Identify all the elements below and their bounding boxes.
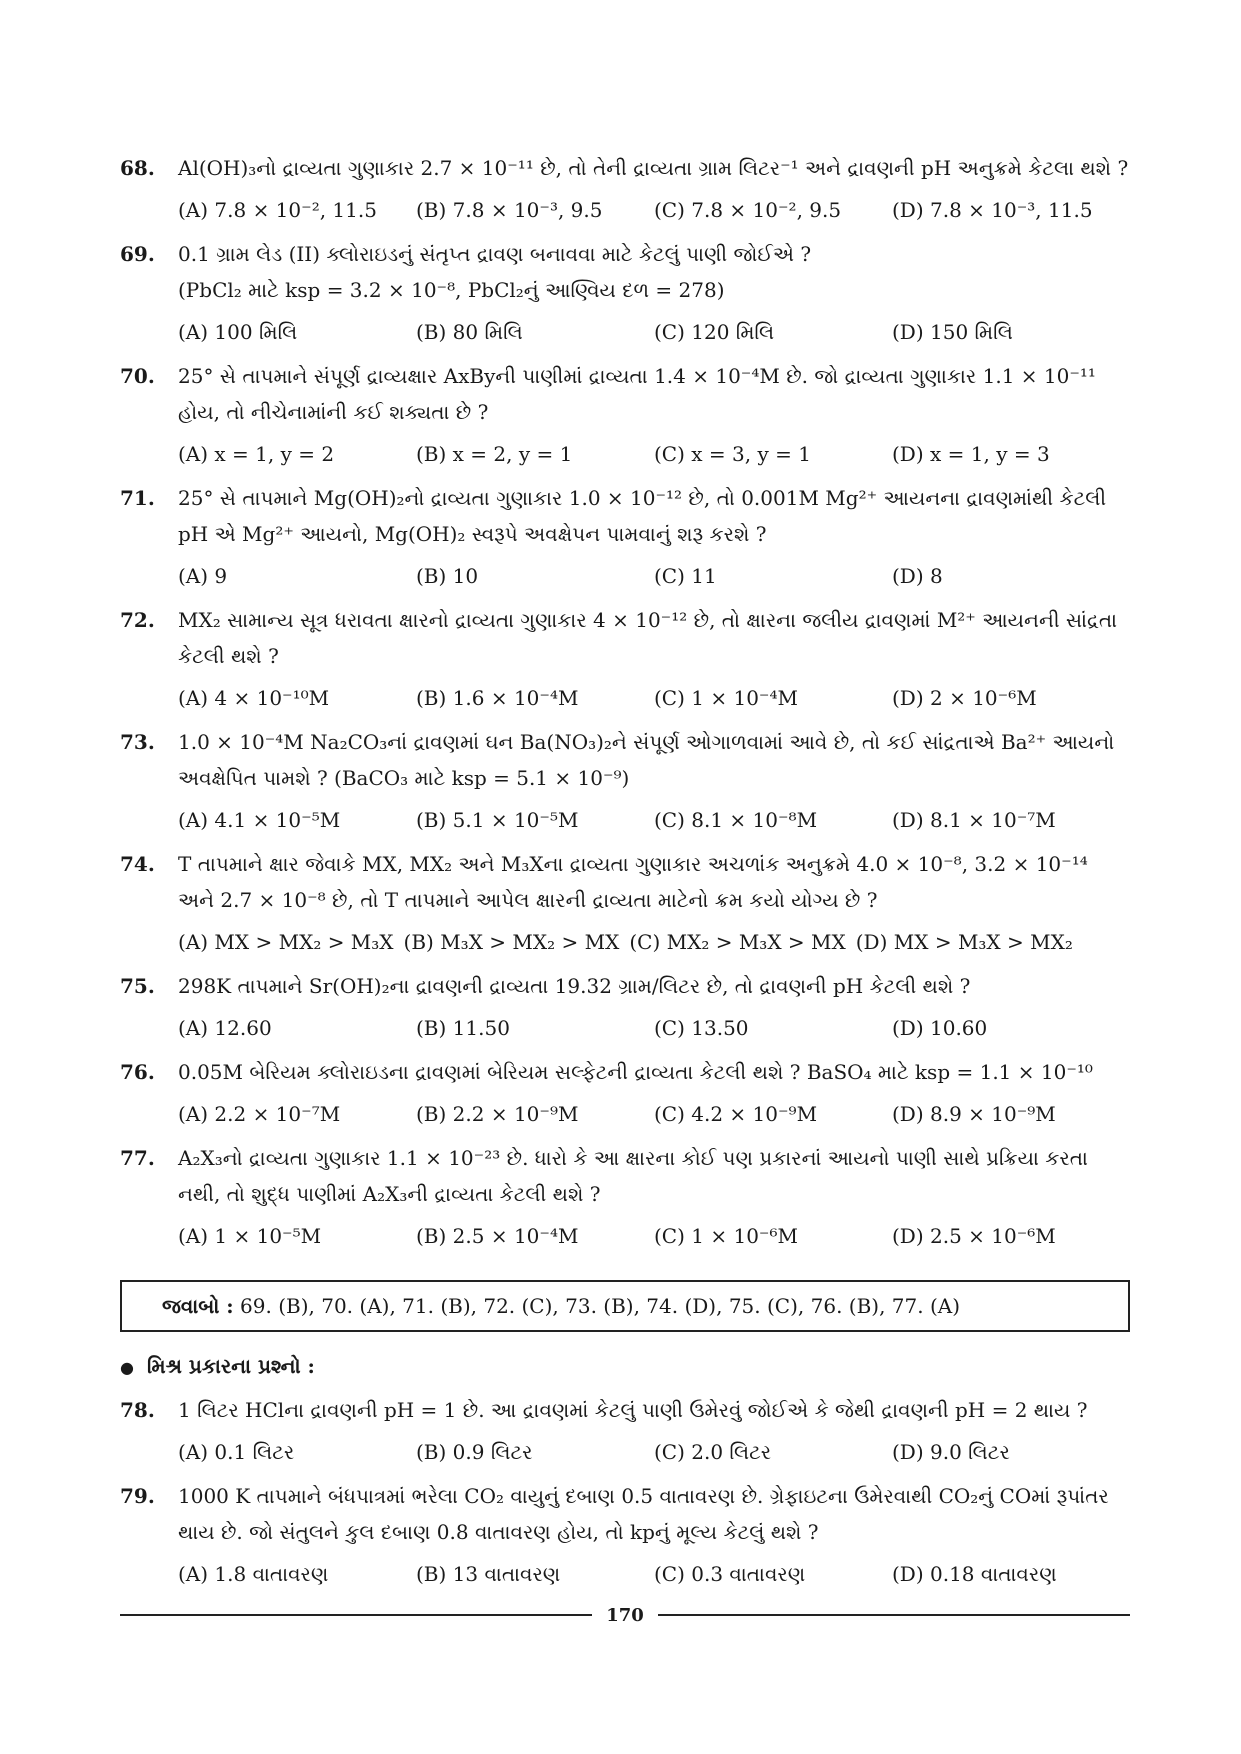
question-text: 1000 K તાપમાને બંધપાત્રમાં ભરેલા CO₂ વાયુનું દબાણ 0.5 વાતાવરણ છે. ગ્રેફાઇટના ઉમેરવાથી CO₂નું COમાં રૂપાંતર થાય છે. જો સંતુલને કુલ દબાણ 0.8 વાતાવરણ હોય, તો kpનું મૂલ્ય કેટલું થશે ? (178, 1484, 1109, 1544)
option-c: (C) 11 (654, 564, 717, 588)
footer-rule-left (120, 1614, 592, 1616)
question-text: A₂X₃નો દ્રાવ્યતા ગુણાકાર 1.1 × 10⁻²³ છે. ધારો કે આ ક્ષારના કોઈ પણ પ્રકારનાં આયનો પાણી સાથે પ્રક્રિયા કરતા નથી, તો શુદ્ધ પાણીમાં A₂X₃ની દ્રાવ્યતા કેટલી થશે ? (178, 1146, 1088, 1206)
question-number: 68. (120, 156, 155, 180)
option-b: (B) 80 મિલિ (416, 320, 523, 344)
question-number: 77. (120, 1146, 155, 1170)
option-d: (D) MX > M₃X > MX₂ (855, 930, 1073, 954)
option-b: (B) 7.8 × 10⁻³, 9.5 (416, 198, 603, 222)
bullet-icon: ● (120, 1358, 134, 1377)
options (178, 558, 1130, 594)
option-c: (C) 1 × 10⁻⁶M (654, 1224, 798, 1248)
question-number: 71. (120, 486, 155, 510)
question-text: 1.0 × 10⁻⁴M Na₂CO₃નાં દ્રાવણમાં ઘન Ba(NO₃)₂ને સંપૂર્ણ ઓગાળવામાં આવે છે, તો કઈ સાંદ્રતાએ Ba²⁺ આયનો અવક્ષેપિત પામશે ? (BaCO₃ માટે ksp = 5.1 × 10⁻⁹) (178, 730, 1115, 790)
options (178, 680, 1130, 716)
question-number: 78. (120, 1398, 155, 1422)
question-number: 79. (120, 1484, 155, 1508)
option-d: (D) 150 મિલિ (892, 320, 1013, 344)
question-70 (120, 358, 1130, 480)
option-c: (C) x = 3, y = 1 (654, 442, 811, 466)
option-c: (C) 7.8 × 10⁻², 9.5 (654, 198, 842, 222)
options (178, 1218, 1130, 1254)
option-a: (A) 4 × 10⁻¹⁰M (178, 686, 330, 710)
question-number: 72. (120, 608, 155, 632)
question-73 (120, 724, 1130, 846)
option-c: (C) 8.1 × 10⁻⁸M (654, 808, 818, 832)
question-77 (120, 1140, 1130, 1262)
footer-rule-right (658, 1614, 1130, 1616)
option-c: (C) 1 × 10⁻⁴M (654, 686, 798, 710)
option-a: (A) 7.8 × 10⁻², 11.5 (178, 198, 377, 222)
option-b: (B) 5.1 × 10⁻⁵M (416, 808, 579, 832)
option-d: (D) 8.1 × 10⁻⁷M (892, 808, 1056, 832)
question-text-given: (PbCl₂ માટે ksp = 3.2 × 10⁻⁸, PbCl₂નું આણ્વિય દળ = 278) (178, 278, 725, 302)
option-b: (B) 10 (416, 564, 479, 588)
option-d: (D) x = 1, y = 3 (892, 442, 1050, 466)
option-a: (A) x = 1, y = 2 (178, 442, 335, 466)
question-text: 25° સે તાપમાને Mg(OH)₂નો દ્રાવ્યતા ગુણાકાર 1.0 × 10⁻¹² છે, તો 0.001M Mg²⁺ આયનના દ્રાવણમાંથી કેટલી pH એ Mg²⁺ આયનો, Mg(OH)₂ સ્વરૂપે અવક્ષેપન પામવાનું શરૂ કરશે ? (178, 486, 1107, 546)
page-footer (120, 1600, 1130, 1630)
question-text: MX₂ સામાન્ય સૂત્ર ધરાવતા ક્ષારનો દ્રાવ્યતા ગુણાકાર 4 × 10⁻¹² છે, તો ક્ષારના જલીય દ્રાવણમાં M²⁺ આયનની સાંદ્રતા કેટલી થશે ? (178, 608, 1118, 668)
option-b: (B) x = 2, y = 1 (416, 442, 573, 466)
option-a: (A) 9 (178, 564, 228, 588)
option-c: (C) 120 મિલિ (654, 320, 775, 344)
options (178, 924, 1130, 960)
option-c: (C) MX₂ > M₃X > MX (629, 930, 846, 954)
question-72 (120, 602, 1130, 724)
option-d: (D) 8.9 × 10⁻⁹M (892, 1102, 1056, 1126)
options (178, 436, 1130, 472)
options (178, 1096, 1130, 1132)
option-c: (C) 13.50 (654, 1016, 749, 1040)
option-a: (A) 4.1 × 10⁻⁵M (178, 808, 341, 832)
question-text: 0.1 ગ્રામ લેડ (II) ક્લોરાઇડનું સંતૃપ્ત દ્રાવણ બનાવવા માટે કેટલું પાણી જોઈએ ? (178, 242, 812, 266)
question-68 (120, 150, 1130, 236)
option-b: (B) 11.50 (416, 1016, 510, 1040)
question-text: Al(OH)₃નો દ્રાવ્યતા ગુણાકાર 2.7 × 10⁻¹¹ છે, તો તેની દ્રાવ્યતા ગ્રામ લિટર⁻¹ અને દ્રાવણની pH અનુક્રમે કેટલા થશે ? (178, 156, 1129, 180)
option-b: (B) 0.9 લિટર (416, 1440, 533, 1464)
option-a: (A) 2.2 × 10⁻⁷M (178, 1102, 341, 1126)
answer-key-box (120, 1280, 1130, 1332)
page-content (120, 150, 1130, 1600)
options (178, 1010, 1130, 1046)
option-a: (A) 100 મિલિ (178, 320, 298, 344)
answer-key-label: જવાબો : (162, 1294, 234, 1318)
option-a: (A) 12.60 (178, 1016, 272, 1040)
section-heading (120, 1346, 1130, 1388)
answer-key-text: 69. (B), 70. (A), 71. (B), 72. (C), 73. (B), 74. (D), 75. (C), 76. (B), 77. (A) (240, 1294, 961, 1318)
option-b: (B) 1.6 × 10⁻⁴M (416, 686, 579, 710)
question-text: T તાપમાને ક્ષાર જેવાકે MX, MX₂ અને M₃Xના દ્રાવ્યતા ગુણાકાર અચળાંક અનુક્રમે 4.0 × 10⁻⁸, 3.2 × 10⁻¹⁴ અને 2.7 × 10⁻⁸ છે, તો T તાપમાને આપેલ ક્ષારની દ્રાવ્યતા માટેનો ક્રમ કયો યોગ્ય છે ? (178, 852, 1088, 912)
option-a: (A) 1.8 વાતાવરણ (178, 1562, 329, 1586)
option-c: (C) 4.2 × 10⁻⁹M (654, 1102, 818, 1126)
option-d: (D) 2 × 10⁻⁶M (892, 686, 1037, 710)
option-a: (A) 0.1 લિટર (178, 1440, 295, 1464)
option-b: (B) M₃X > MX₂ > MX (403, 930, 620, 954)
options (178, 802, 1130, 838)
question-78 (120, 1392, 1130, 1478)
question-number: 73. (120, 730, 155, 754)
option-b: (B) 2.2 × 10⁻⁹M (416, 1102, 579, 1126)
question-79 (120, 1478, 1130, 1600)
question-text: 25° સે તાપમાને સંપૂર્ણ દ્રાવ્યક્ષાર AxByની પાણીમાં દ્રાવ્યતા 1.4 × 10⁻⁴M છે. જો દ્રાવ્યતા ગુણાકાર 1.1 × 10⁻¹¹ હોય, તો નીચેનામાંની કઈ શક્યતા છે ? (178, 364, 1096, 424)
question-text: 1 લિટર HClના દ્રાવણની pH = 1 છે. આ દ્રાવણમાં કેટલું પાણી ઉમેરવું જોઈએ કે જેથી દ્રાવણની pH = 2 થાય ? (178, 1398, 1088, 1422)
options (178, 192, 1130, 228)
option-d: (D) 10.60 (892, 1016, 988, 1040)
option-b: (B) 13 વાતાવરણ (416, 1562, 561, 1586)
option-d: (D) 0.18 વાતાવરણ (892, 1562, 1057, 1586)
option-d: (D) 7.8 × 10⁻³, 11.5 (892, 198, 1093, 222)
question-69 (120, 236, 1130, 358)
question-number: 74. (120, 852, 155, 876)
question-71 (120, 480, 1130, 602)
option-b: (B) 2.5 × 10⁻⁴M (416, 1224, 579, 1248)
options (178, 1556, 1130, 1592)
option-a: (A) MX > MX₂ > M₃X (178, 930, 394, 954)
question-number: 75. (120, 974, 155, 998)
option-d: (D) 9.0 લિટર (892, 1440, 1010, 1464)
question-75 (120, 968, 1130, 1054)
question-number: 70. (120, 364, 155, 388)
option-c: (C) 2.0 લિટર (654, 1440, 772, 1464)
page-number: 170 (606, 1604, 644, 1626)
option-a: (A) 1 × 10⁻⁵M (178, 1224, 322, 1248)
option-d: (D) 2.5 × 10⁻⁶M (892, 1224, 1056, 1248)
question-number: 76. (120, 1060, 155, 1084)
option-c: (C) 0.3 વાતાવરણ (654, 1562, 806, 1586)
section-title: મિશ્ર પ્રકારના પ્રશ્નો : (146, 1354, 315, 1378)
option-d: (D) 8 (892, 564, 943, 588)
question-text: 0.05M બેરિયમ ક્લોરાઇડના દ્રાવણમાં બેરિયમ સલ્ફેટની દ્રાવ્યતા કેટલી થશે ? BaSO₄ માટે ksp = 1.1 × 10⁻¹⁰ (178, 1060, 1093, 1084)
options (178, 314, 1130, 350)
question-text: 298K તાપમાને Sr(OH)₂ના દ્રાવણની દ્રાવ્યતા 19.32 ગ્રામ/લિટર છે, તો દ્રાવણની pH કેટલી થશે ? (178, 974, 971, 998)
question-76 (120, 1054, 1130, 1140)
options (178, 1434, 1130, 1470)
question-number: 69. (120, 242, 155, 266)
question-74 (120, 846, 1130, 968)
